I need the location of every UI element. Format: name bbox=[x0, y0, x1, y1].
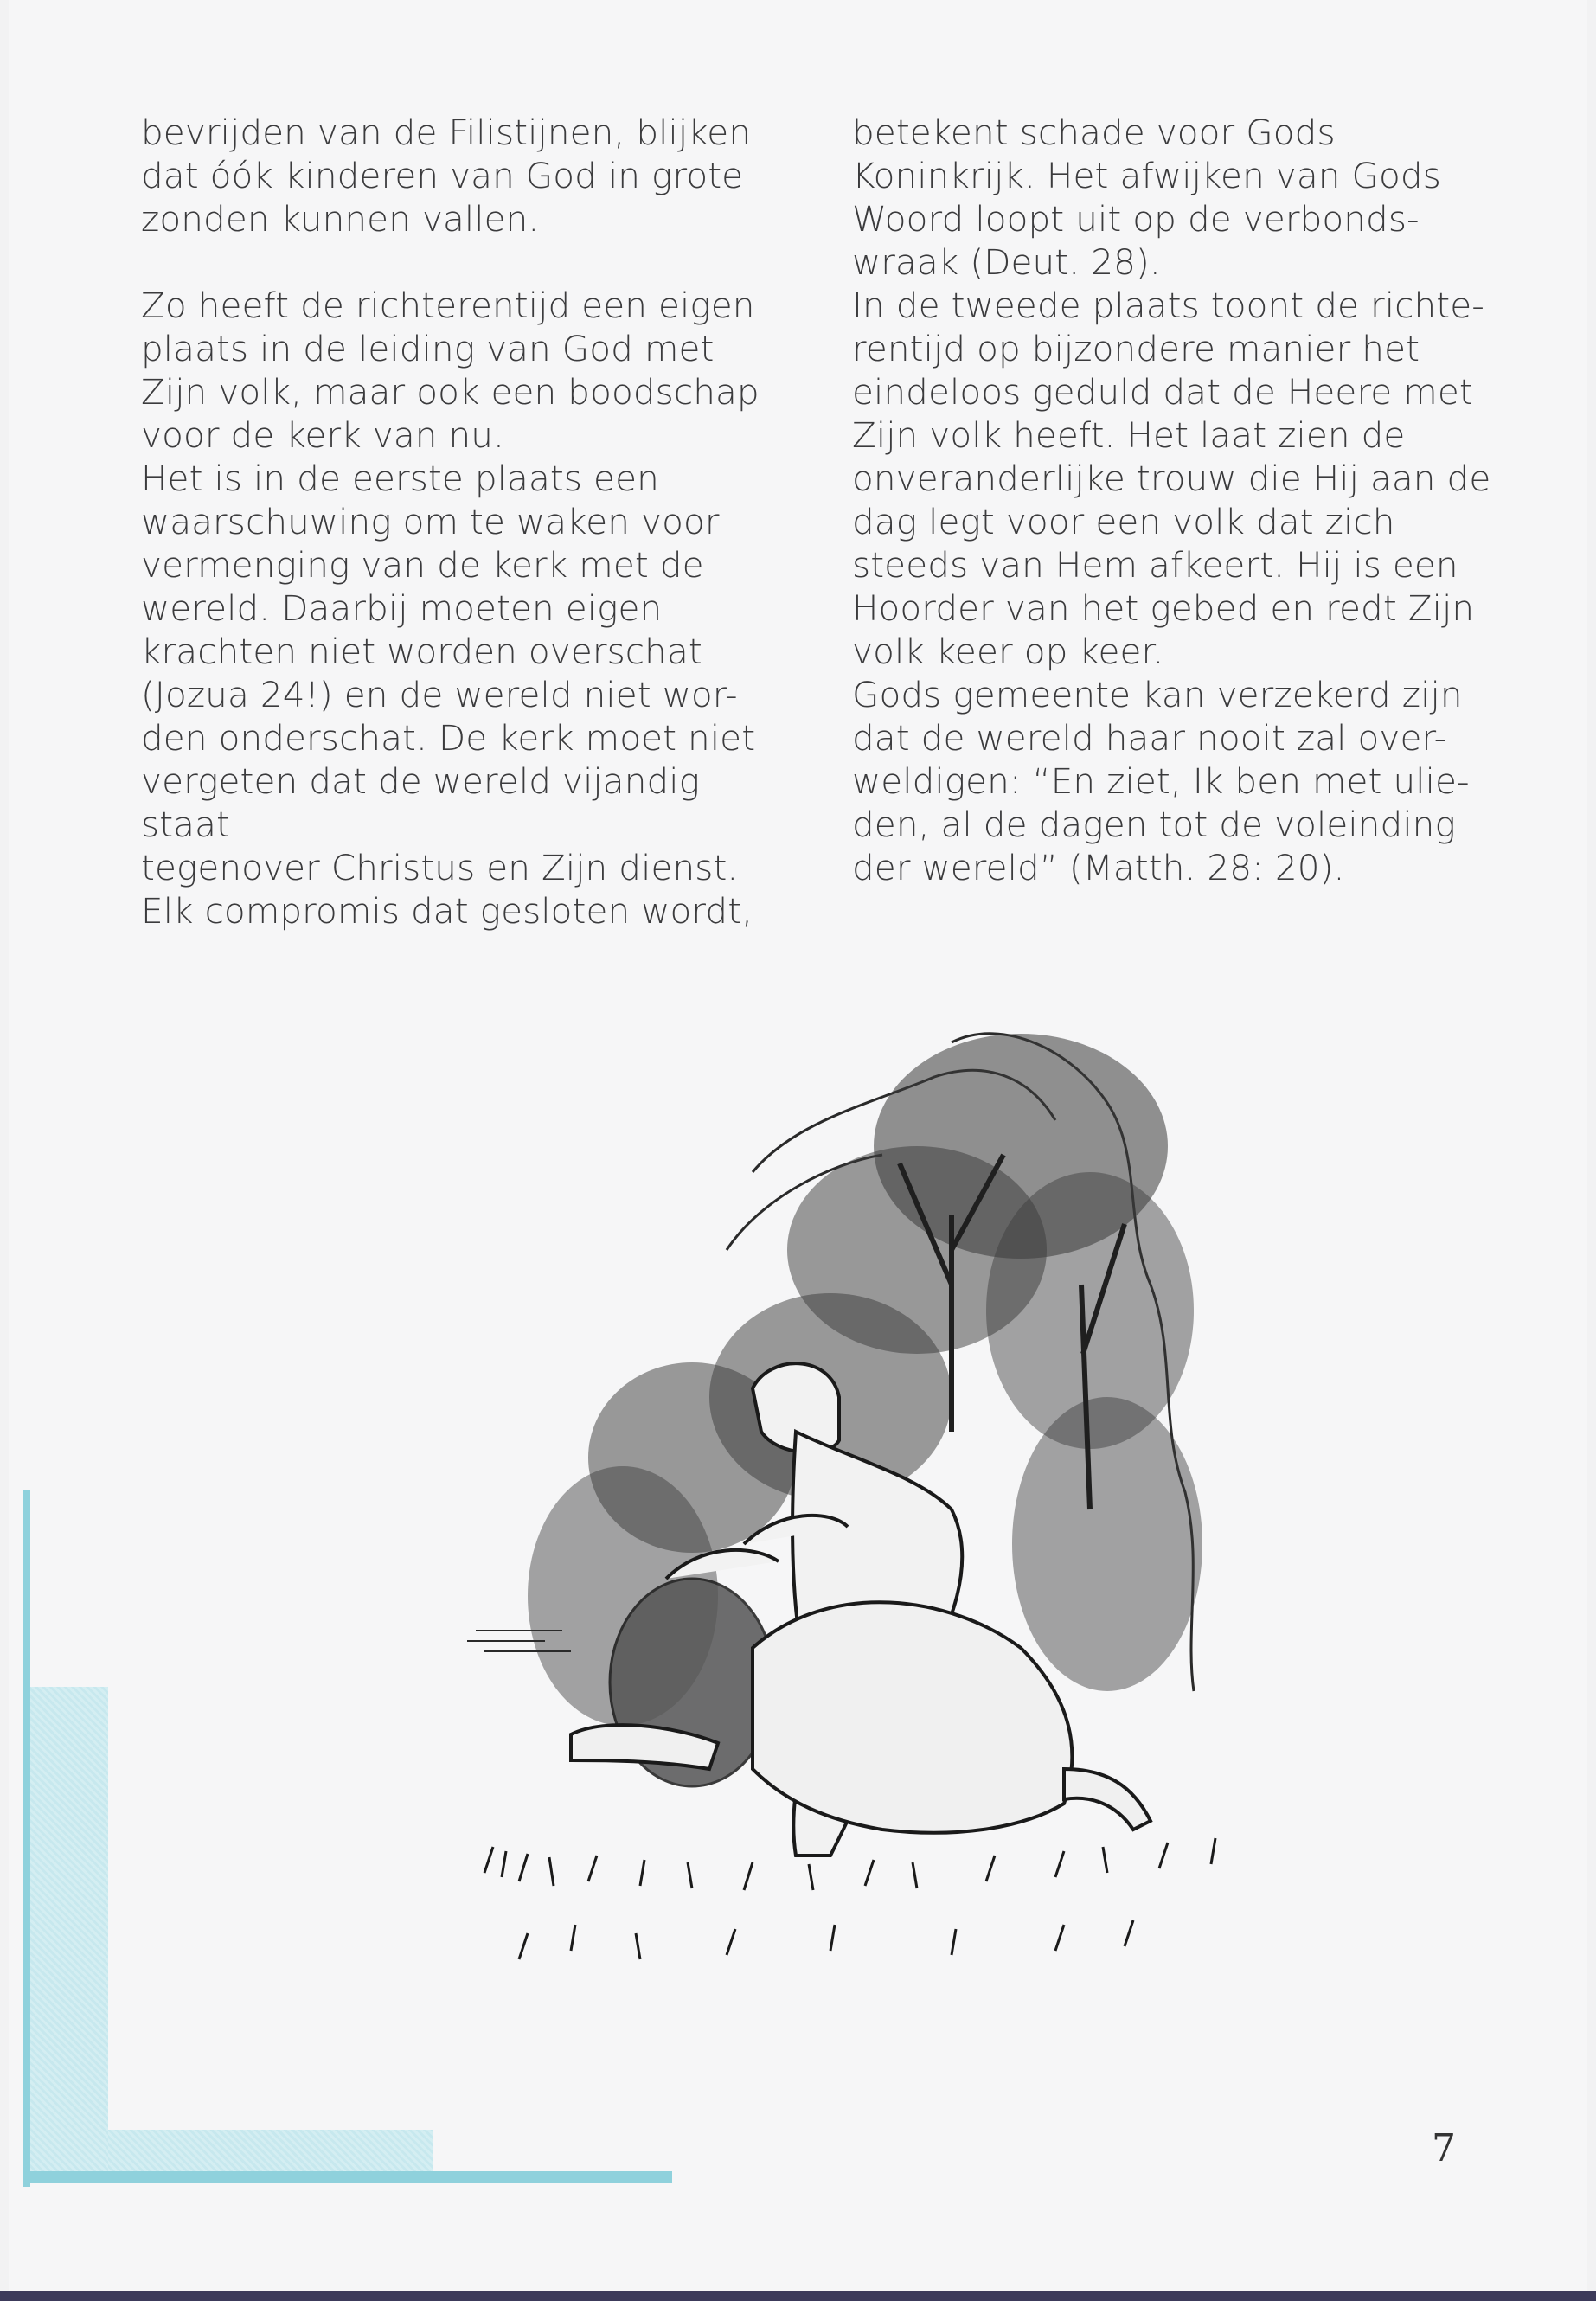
bottom-edge-strip bbox=[0, 2291, 1596, 2301]
page-number: 7 bbox=[1432, 2126, 1456, 2170]
right-text-column bbox=[852, 111, 1509, 889]
accent-block-vertical bbox=[30, 1687, 108, 2171]
left-paragraph-2: Zo heeft de richterentijd een eigen plaats in de leiding van God met Zijn volk, maar ook een boodschap voor de kerk van nu. Het is in de eerste plaats een waarschuwing om te waken voor vermenging van de kerk met de wereld. Daarbij moeten eigen krachten niet worden overschat (Jozua 24!) en de wereld niet wor- den onderschat. De kerk moet niet vergeten dat de wereld vijandig staat tegenover Christus en Zijn dienst. Elk compromis dat gesloten wordt, bbox=[141, 285, 760, 932]
right-paragraph-1: betekent schade voor Gods Koninkrijk. Het afwijken van Gods Woord loopt uit op de verbonds- wraak (Deut. 28). In de tweede plaats toont de richte- rentijd op bijzondere manier het eindeloos geduld dat de Heere met Zijn volk heeft. Het laat zien de onveranderlijke trouw die Hij aan de dag legt voor een volk dat zich steeds van Hem afkeert. Hij is een Hoorder van het gebed en redt Zijn volk keer op keer. Gods gemeente kan verzekerd zijn dat de wereld haar nooit zal over- weldigen: “En ziet, Ik ben met ulie- den, al de dagen tot de voleinding der wereld” (Matth. 28: 20). bbox=[852, 112, 1491, 888]
accent-block-horizontal bbox=[108, 2130, 433, 2171]
left-paragraph-1: bevrijden van de Filistijnen, blijken dat óók kinderen van God in grote zonden kunnen vallen. bbox=[141, 112, 752, 240]
accent-bar-vertical bbox=[23, 1490, 30, 2187]
left-text-column bbox=[141, 111, 781, 933]
samson-lion-illustration bbox=[467, 1025, 1237, 2050]
accent-bar-horizontal bbox=[23, 2171, 672, 2183]
